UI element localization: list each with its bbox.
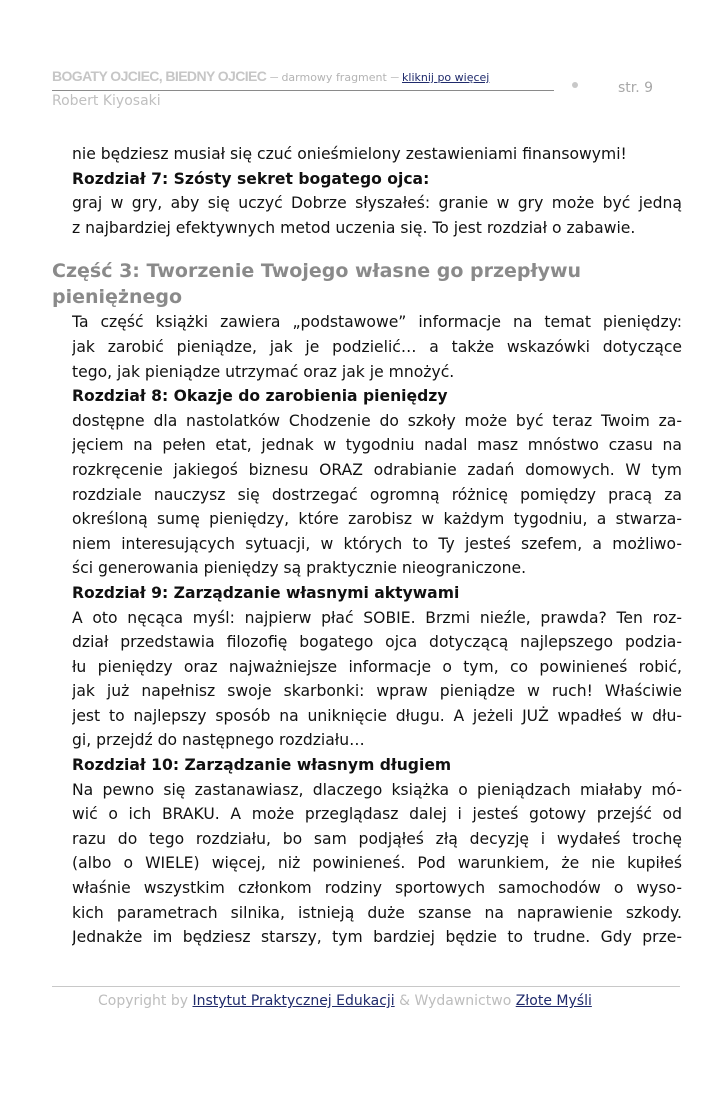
part-3-title-line: pieniężnego — [52, 286, 183, 309]
book-title: BOGATY OJCIEC, BIEDNY OJCIEC — [52, 68, 267, 84]
text-line: jęciem na pełen etat, jednak w tygodniu nadal masz mnóstwo czasu na — [72, 436, 682, 455]
page-body — [0, 142, 728, 950]
chapter-9-heading: Rozdział 9: Zarządzanie własnymi aktywami — [72, 583, 460, 602]
page-header — [52, 68, 692, 118]
chapter-8-heading: Rozdział 8: Okazje do zarobienia pieniędzy — [72, 387, 448, 406]
header-separator: – — [270, 68, 278, 84]
text-line: niem interesujących sytuacji, w których to Ty jesteś szefem, a możliwo- — [72, 534, 682, 553]
text-line: właśnie wszystkim członkom rodziny sportowych samochodów o wyso- — [72, 879, 682, 898]
text-line: tego, jak pieniądze utrzymać oraz jak je mnożyć. — [72, 362, 455, 381]
text-line: rozkręcenie jakiegoś biznesu ORAZ odrabianie zadań domowych. W tym — [72, 460, 682, 479]
free-fragment-label: darmowy fragment — [281, 71, 387, 84]
text-line: dział przedstawia filozofię bogatego ojca dotyczącą najlepszego podzia- — [72, 633, 682, 652]
text-line: jest to najlepszy sposób na uniknięcie długu. A jeżeli JUŻ wpadłeś w dłu- — [72, 706, 682, 725]
text-line: wić o ich BRAKU. A może przeglądasz dalej i jesteś gotowy przejść od — [72, 805, 682, 824]
bullet-icon — [572, 82, 578, 88]
text-line: (albo o WIELE) więcej, niż powinieneś. Pod warunkiem, że nie kupiłeś — [72, 854, 682, 873]
more-link[interactable]: kliknij po więcej — [402, 71, 490, 84]
page-footer — [98, 993, 592, 1009]
text-line: dostępne dla nastolatków Chodzenie do szkoły może być teraz Twoim za- — [72, 411, 682, 430]
text-line: jak zarobić pieniądze, jak je podzielić… a także wskazówki dotyczące — [72, 337, 682, 356]
text-line: nie będziesz musiał się czuć onieśmielony zestawieniami finansowymi! — [72, 145, 627, 163]
page-number: str. 9 — [618, 80, 654, 96]
text-line: z najbardziej efektywnych metod uczenia się. To jest rozdział o zabawie. — [72, 218, 636, 237]
text-line: Jednakże im będziesz starszy, tym bardziej będzie to trudne. Gdy prze- — [72, 928, 682, 947]
text-line: ści generowania pieniędzy są praktycznie nieograniczone. — [72, 559, 527, 578]
text-line: razu do tego rozdziału, bo sam podjąłeś złą decyzję i wydałeś trochę — [72, 829, 682, 848]
text-line: określoną sumę pieniędzy, które zarobisz w każdym tygodniu, a stwarza- — [72, 510, 682, 529]
text-line: jak już napełnisz swoje skarbonki: wpraw pieniądze w ruch! Właściwie — [72, 682, 682, 701]
chapter-7-heading: Rozdział 7: Szósty sekret bogatego ojca: — [72, 169, 430, 188]
header-separator: – — [390, 68, 399, 84]
text-line: Ta część książki zawiera „podstawowe” informacje na temat pieniędzy: — [72, 313, 682, 332]
text-line: kich parametrach silnika, istnieją duże szanse na naprawienie szkody. — [72, 903, 682, 922]
header-rule — [52, 90, 554, 91]
author-name: Robert Kiyosaki — [52, 93, 161, 109]
footer-rule — [52, 986, 680, 987]
text-line: graj w gry, aby się uczyć Dobrze słyszałeś: granie w gry może być jedną — [72, 194, 682, 213]
ampersand: & — [399, 993, 411, 1009]
text-line: gi, przejdź do następnego rozdziału… — [72, 731, 365, 750]
publisher-link-ipe[interactable]: Instytut Praktycznej Edukacji — [192, 993, 395, 1009]
copyright-label: Copyright by — [98, 993, 189, 1009]
part-3-heading — [0, 258, 728, 310]
chapter-10-heading: Rozdział 10: Zarządzanie własnym długiem — [72, 756, 452, 775]
text-line: łu pieniędzy oraz najważniejsze informacje o tym, co powinieneś robić, — [72, 657, 682, 676]
header-title-row — [52, 68, 489, 84]
text-line: rozdziale nauczysz się dostrzegać ogromną różnicę pomiędzy pracą za — [72, 485, 682, 504]
publisher-label: Wydawnictwo — [414, 993, 512, 1009]
text-line: Na pewno się zastanawiasz, dlaczego książka o pieniądzach miałaby mó- — [72, 780, 682, 799]
publisher-link-zlote-mysli[interactable]: Złote Myśli — [515, 993, 592, 1009]
part-3-title-line: Część 3: Tworzenie Twojego własne go przepływu — [52, 260, 582, 283]
text-line: A oto nęcąca myśl: najpierw płać SOBIE. Brzmi nieźle, prawda? Ten roz- — [72, 608, 682, 627]
